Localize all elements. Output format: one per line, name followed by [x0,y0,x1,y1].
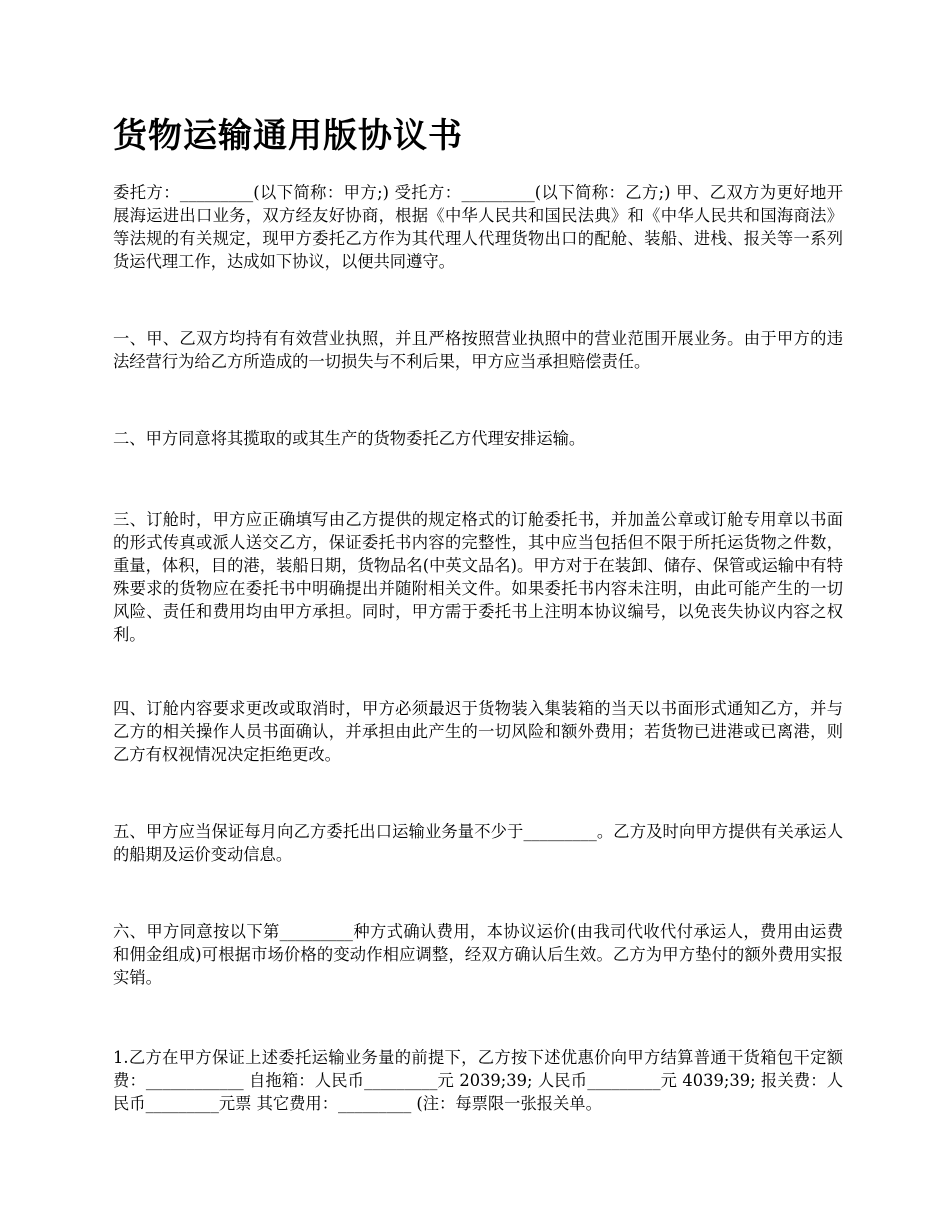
paragraph-clause-3: 三、订舱时，甲方应正确填写由乙方提供的规定格式的订舱委托书，并加盖公章或订舱专用章以书面的形式传真或派人送交乙方，保证委托书内容的完整性，其中应当包括但不限于所托运货物之件数，重量，体积，目的港，装船日期，货物品名(中英文品名)。甲方对于在装卸、储存、保管或运输中有特殊要求的货物应在委托书中明确提出并随附相关文件。如果委托书内容未注明，由此可能产生的一切风险、责任和费用均由甲方承担。同时，甲方需于委托书上注明本协议编号，以免丧失协议内容之权利。 [113,510,843,644]
paragraph-item-1: 1.乙方在甲方保证上述委托运输业务量的前提下，乙方按下述优惠价向甲方结算普通干货箱包干定额费：____________ 自拖箱：人民币_________元 2039;39; 人民币_________元 4039;39; 报关费：人民币_________元票 其它费用：_________ (注：每票限一张报关单。 [113,1048,843,1113]
document-title: 货物运输通用版协议书 [113,116,463,156]
paragraph-clause-6: 六、甲方同意按以下第_________种方式确认费用，本协议运价(由我司代收代付承运人，费用由运费和佣金组成)可根据市场价格的变动作相应调整，经双方确认后生效。乙方为甲方垫付的额外费用实报实销。 [113,922,843,987]
paragraph-preamble: 委托方：_________(以下简称：甲方;) 受托方：_________(以下简称：乙方;) 甲、乙双方为更好地开展海运进出口业务，双方经友好协商，根据《中华人民共和国民法典》和《中华人民共和国海商法》等法规的有关规定，现甲方委托乙方作为其代理人代理货物出口的配舱、装船、进栈、报关等一系列货运代理工作，达成如下协议，以便共同遵守。 [113,183,843,271]
paragraph-clause-2: 二、甲方同意将其揽取的或其生产的货物委托乙方代理安排运输。 [113,429,586,448]
paragraph-clause-5: 五、甲方应当保证每月向乙方委托出口运输业务量不少于_________。乙方及时向甲方提供有关承运人的船期及运价变动信息。 [113,822,843,864]
paragraph-clause-4: 四、订舱内容要求更改或取消时，甲方必须最迟于货物装入集装箱的当天以书面形式通知乙方，并与乙方的相关操作人员书面确认，并承担由此产生的一切风险和额外费用；若货物已进港或已离港，则乙方有权视情况决定拒绝更改。 [113,699,843,764]
paragraph-clause-1: 一、甲、乙双方均持有有效营业执照，并且严格按照营业执照中的营业范围开展业务。由于甲方的违法经营行为给乙方所造成的一切损失与不利后果，甲方应当承担赔偿责任。 [113,329,843,371]
